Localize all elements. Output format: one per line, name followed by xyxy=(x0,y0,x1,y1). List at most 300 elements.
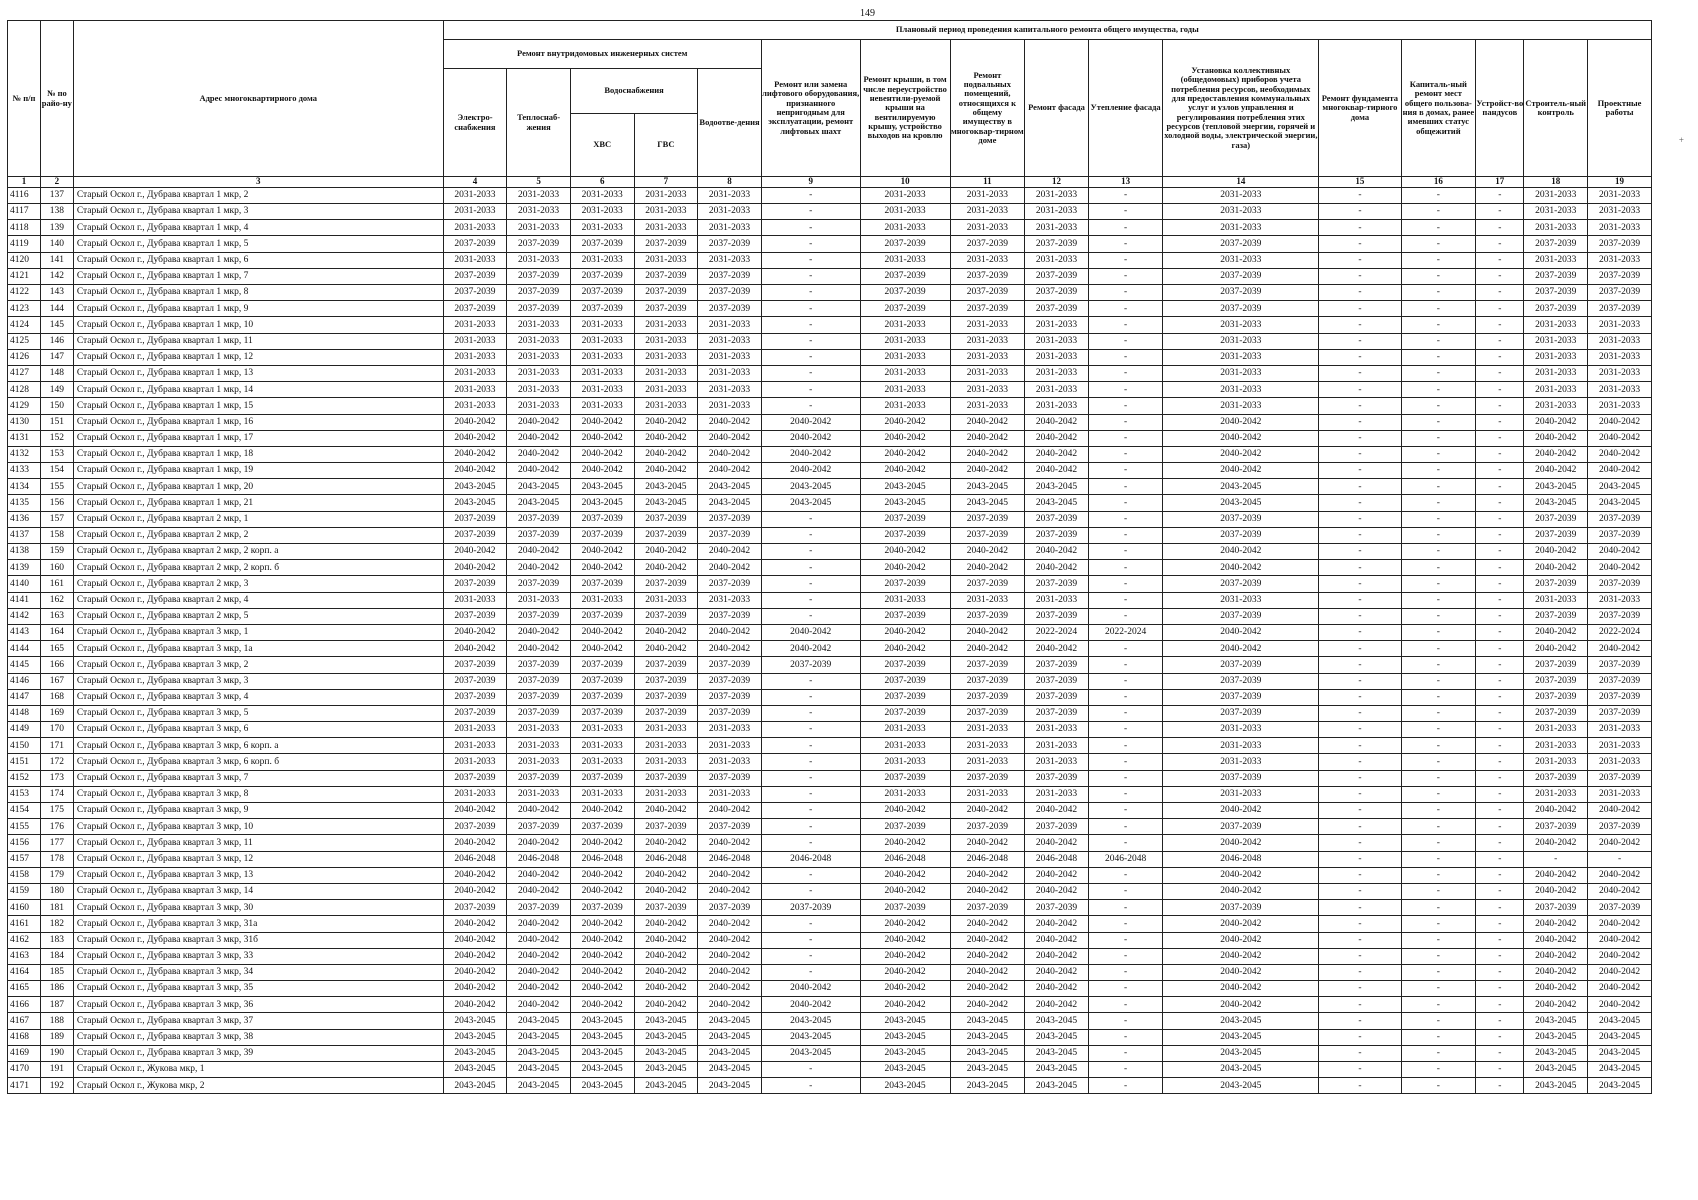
table-cell: - xyxy=(1319,948,1401,964)
table-cell: 2040-2042 xyxy=(1025,463,1089,479)
table-cell: 2040-2042 xyxy=(634,624,698,640)
table-cell: 2031-2033 xyxy=(1524,220,1588,236)
table-cell: 2037-2039 xyxy=(860,301,950,317)
table-row xyxy=(8,932,1652,948)
header-roof: Ремонт крыши, в том числе переустройство невентили-руемой крыши на вентилируемую крышу, устройство выходов на кровлю xyxy=(860,40,950,177)
table-cell: 2040-2042 xyxy=(443,932,507,948)
table-cell: 2043-2045 xyxy=(1524,495,1588,511)
table-cell: 2037-2039 xyxy=(1025,900,1089,916)
table-cell: 2043-2045 xyxy=(761,1029,860,1045)
table-cell: 2043-2045 xyxy=(443,1045,507,1061)
table-cell: - xyxy=(1088,641,1163,657)
header-facade-insulation: Утепление фасада xyxy=(1088,40,1163,177)
table-cell: 2031-2033 xyxy=(1524,592,1588,608)
table-cell: 2031-2033 xyxy=(1163,187,1319,203)
table-cell: 2037-2039 xyxy=(950,770,1025,786)
table-cell: 2040-2042 xyxy=(1025,544,1089,560)
table-cell: 2046-2048 xyxy=(1163,851,1319,867)
table-cell: 2037-2039 xyxy=(443,689,507,705)
table-cell: 2031-2033 xyxy=(634,349,698,365)
table-cell: 2037-2039 xyxy=(634,705,698,721)
table-cell: 2043-2045 xyxy=(950,479,1025,495)
column-number-cell: 5 xyxy=(507,177,571,188)
table-cell: 2043-2045 xyxy=(860,495,950,511)
table-cell: 4127 xyxy=(8,365,41,381)
table-cell: - xyxy=(1319,592,1401,608)
table-cell: - xyxy=(1088,689,1163,705)
table-cell: 2040-2042 xyxy=(1025,867,1089,883)
table-cell: - xyxy=(1088,867,1163,883)
table-cell: - xyxy=(1401,981,1476,997)
table-cell: - xyxy=(1319,527,1401,543)
address-cell: Старый Оскол г., Дубрава квартал 3 мкр, 8 xyxy=(73,786,443,802)
table-cell: 141 xyxy=(40,252,73,268)
table-cell: - xyxy=(761,705,860,721)
column-number-cell: 15 xyxy=(1319,177,1401,188)
table-cell: - xyxy=(1476,301,1524,317)
table-cell: - xyxy=(1088,673,1163,689)
table-cell: 2040-2042 xyxy=(860,430,950,446)
table-cell: - xyxy=(1401,204,1476,220)
table-cell: 2043-2045 xyxy=(570,1029,634,1045)
table-cell: 2040-2042 xyxy=(1524,997,1588,1013)
table-cell: 2043-2045 xyxy=(698,1029,762,1045)
address-cell: Старый Оскол г., Дубрава квартал 1 мкр, 11 xyxy=(73,333,443,349)
table-cell: 2040-2042 xyxy=(761,463,860,479)
table-cell: 2031-2033 xyxy=(950,738,1025,754)
table-cell: - xyxy=(1401,657,1476,673)
table-cell: 2037-2039 xyxy=(570,576,634,592)
table-cell: 2040-2042 xyxy=(443,964,507,980)
table-cell: 2040-2042 xyxy=(1025,803,1089,819)
table-row xyxy=(8,948,1652,964)
table-cell: 2031-2033 xyxy=(507,722,571,738)
table-cell: 4162 xyxy=(8,932,41,948)
table-cell: 2031-2033 xyxy=(698,333,762,349)
table-cell: 2043-2045 xyxy=(761,479,860,495)
table-cell: - xyxy=(1401,689,1476,705)
table-cell: 2037-2039 xyxy=(570,301,634,317)
table-cell: 2040-2042 xyxy=(570,430,634,446)
table-cell: - xyxy=(1319,964,1401,980)
table-cell: 2043-2045 xyxy=(950,1062,1025,1078)
table-cell: - xyxy=(1401,851,1476,867)
header-elevator: Ремонт или замена лифтового оборудования, признанного непригодным для эксплуатации, ремонт лифтовых шахт xyxy=(761,40,860,177)
table-cell: 2031-2033 xyxy=(443,252,507,268)
table-cell: 2043-2045 xyxy=(1524,479,1588,495)
table-cell: - xyxy=(1088,365,1163,381)
table-cell: - xyxy=(1088,997,1163,1013)
table-cell: 2037-2039 xyxy=(860,576,950,592)
table-cell: - xyxy=(761,268,860,284)
table-cell: 2031-2033 xyxy=(443,333,507,349)
table-cell: - xyxy=(1401,317,1476,333)
table-cell: 2040-2042 xyxy=(443,981,507,997)
table-cell: 2043-2045 xyxy=(570,495,634,511)
table-cell: 2037-2039 xyxy=(443,608,507,624)
table-cell: 2037-2039 xyxy=(1588,689,1652,705)
table-cell: 2043-2045 xyxy=(634,1029,698,1045)
table-cell: 2040-2042 xyxy=(1524,446,1588,462)
table-cell: 191 xyxy=(40,1062,73,1078)
table-cell: 154 xyxy=(40,463,73,479)
table-cell: - xyxy=(1088,1029,1163,1045)
table-cell: 4132 xyxy=(8,446,41,462)
table-cell: 2031-2033 xyxy=(1163,738,1319,754)
table-cell: - xyxy=(761,819,860,835)
table-cell: 2040-2042 xyxy=(570,544,634,560)
table-cell: - xyxy=(1476,511,1524,527)
table-cell: 2040-2042 xyxy=(698,835,762,851)
address-cell: Старый Оскол г., Дубрава квартал 3 мкр, 36 xyxy=(73,997,443,1013)
table-cell: - xyxy=(761,301,860,317)
table-cell: - xyxy=(761,1078,860,1094)
table-row xyxy=(8,608,1652,624)
table-cell: 2037-2039 xyxy=(1588,770,1652,786)
table-cell: - xyxy=(761,867,860,883)
table-cell: 2040-2042 xyxy=(698,544,762,560)
table-cell: 2043-2045 xyxy=(570,1013,634,1029)
table-cell: 2037-2039 xyxy=(1163,285,1319,301)
table-cell: 2037-2039 xyxy=(570,705,634,721)
table-cell: 2031-2033 xyxy=(698,317,762,333)
table-cell: 2040-2042 xyxy=(443,948,507,964)
table-cell: 2040-2042 xyxy=(860,916,950,932)
table-row xyxy=(8,738,1652,754)
table-cell: - xyxy=(1476,349,1524,365)
table-cell: - xyxy=(1401,527,1476,543)
table-cell: 2040-2042 xyxy=(1588,964,1652,980)
table-row xyxy=(8,997,1652,1013)
table-cell: 2043-2045 xyxy=(443,1013,507,1029)
address-cell: Старый Оскол г., Дубрава квартал 3 мкр, 4 xyxy=(73,689,443,705)
table-cell: 2031-2033 xyxy=(1163,754,1319,770)
table-cell: 2040-2042 xyxy=(1588,803,1652,819)
table-cell: - xyxy=(761,932,860,948)
table-cell: - xyxy=(1401,835,1476,851)
table-cell: - xyxy=(1319,981,1401,997)
table-cell: 159 xyxy=(40,544,73,560)
table-cell: 2043-2045 xyxy=(1588,1062,1652,1078)
table-cell: 2037-2039 xyxy=(950,657,1025,673)
table-cell: 2040-2042 xyxy=(1163,544,1319,560)
table-cell: - xyxy=(1088,835,1163,851)
table-row xyxy=(8,479,1652,495)
table-cell: 2040-2042 xyxy=(1524,544,1588,560)
table-cell: 2040-2042 xyxy=(570,981,634,997)
table-cell: 2040-2042 xyxy=(1588,544,1652,560)
table-cell: 2043-2045 xyxy=(507,1013,571,1029)
table-cell: 2040-2042 xyxy=(1025,932,1089,948)
table-cell: - xyxy=(761,673,860,689)
table-cell: 2043-2045 xyxy=(1163,1045,1319,1061)
table-cell: - xyxy=(1401,883,1476,899)
table-cell: 2040-2042 xyxy=(1025,948,1089,964)
table-cell: 2037-2039 xyxy=(1163,576,1319,592)
table-cell: 2040-2042 xyxy=(1163,948,1319,964)
table-cell: - xyxy=(1319,1062,1401,1078)
table-cell: 2037-2039 xyxy=(570,819,634,835)
address-cell: Старый Оскол г., Дубрава квартал 3 мкр, 12 xyxy=(73,851,443,867)
table-cell: 2040-2042 xyxy=(860,981,950,997)
table-cell: 2043-2045 xyxy=(443,1062,507,1078)
table-cell: 2040-2042 xyxy=(1588,560,1652,576)
table-cell: 155 xyxy=(40,479,73,495)
table-cell: - xyxy=(1476,722,1524,738)
header-dormitory: Капиталь-ный ремонт мест общего пользова-ния в домах, ранее имевших статус общежитий xyxy=(1401,40,1476,177)
table-cell: 2031-2033 xyxy=(698,382,762,398)
table-cell: 2040-2042 xyxy=(698,641,762,657)
table-cell: - xyxy=(1476,252,1524,268)
table-cell: 2031-2033 xyxy=(1588,317,1652,333)
table-cell: - xyxy=(761,592,860,608)
table-cell: 2031-2033 xyxy=(443,722,507,738)
table-row xyxy=(8,641,1652,657)
table-cell: 2031-2033 xyxy=(1588,722,1652,738)
table-cell: 2037-2039 xyxy=(443,705,507,721)
table-cell: 2037-2039 xyxy=(570,900,634,916)
table-cell: - xyxy=(761,511,860,527)
table-cell: 2031-2033 xyxy=(443,738,507,754)
table-row xyxy=(8,285,1652,301)
table-cell: 2031-2033 xyxy=(1025,349,1089,365)
table-cell: 2031-2033 xyxy=(1588,187,1652,203)
table-row xyxy=(8,673,1652,689)
table-cell: - xyxy=(761,560,860,576)
table-cell: - xyxy=(1401,576,1476,592)
table-cell: 2031-2033 xyxy=(634,252,698,268)
table-cell: - xyxy=(1476,608,1524,624)
table-cell: 2031-2033 xyxy=(950,365,1025,381)
table-cell: 2040-2042 xyxy=(443,641,507,657)
table-cell: 2043-2045 xyxy=(570,1078,634,1094)
table-cell: 2031-2033 xyxy=(507,592,571,608)
table-cell: 2040-2042 xyxy=(1524,641,1588,657)
table-cell: 2040-2042 xyxy=(634,916,698,932)
table-cell: 2031-2033 xyxy=(1588,220,1652,236)
table-cell: 150 xyxy=(40,398,73,414)
table-cell: 2043-2045 xyxy=(634,1078,698,1094)
table-cell: 177 xyxy=(40,835,73,851)
table-cell: - xyxy=(1401,349,1476,365)
table-cell: 2040-2042 xyxy=(1163,916,1319,932)
table-cell: 4165 xyxy=(8,981,41,997)
address-cell: Старый Оскол г., Дубрава квартал 3 мкр, 39 xyxy=(73,1045,443,1061)
table-cell: 2040-2042 xyxy=(634,997,698,1013)
address-cell: Старый Оскол г., Дубрава квартал 1 мкр, 16 xyxy=(73,414,443,430)
table-cell: 2040-2042 xyxy=(1588,463,1652,479)
table-cell: 2040-2042 xyxy=(443,916,507,932)
table-cell: 2031-2033 xyxy=(1588,333,1652,349)
table-cell: 2040-2042 xyxy=(1588,641,1652,657)
table-cell: 2043-2045 xyxy=(507,1062,571,1078)
table-cell: 186 xyxy=(40,981,73,997)
table-cell: 2043-2045 xyxy=(634,479,698,495)
table-cell: 4135 xyxy=(8,495,41,511)
table-cell: - xyxy=(1319,754,1401,770)
table-cell: - xyxy=(761,948,860,964)
table-cell: 2037-2039 xyxy=(698,285,762,301)
address-cell: Старый Оскол г., Дубрава квартал 3 мкр, 37 xyxy=(73,1013,443,1029)
table-cell: 2040-2042 xyxy=(507,803,571,819)
table-cell: 2037-2039 xyxy=(443,819,507,835)
table-cell: - xyxy=(1401,382,1476,398)
table-cell: 2031-2033 xyxy=(443,204,507,220)
table-cell: 2031-2033 xyxy=(1163,333,1319,349)
table-row xyxy=(8,592,1652,608)
table-cell: 2031-2033 xyxy=(698,398,762,414)
table-cell: 4122 xyxy=(8,285,41,301)
table-cell: 2031-2033 xyxy=(570,722,634,738)
table-cell: - xyxy=(761,333,860,349)
table-cell: 2040-2042 xyxy=(698,916,762,932)
table-cell: - xyxy=(1088,382,1163,398)
table-cell: 2043-2045 xyxy=(860,1062,950,1078)
address-cell: Старый Оскол г., Дубрава квартал 1 мкр, 19 xyxy=(73,463,443,479)
table-cell: - xyxy=(1319,398,1401,414)
table-cell: 2031-2033 xyxy=(950,349,1025,365)
column-number-cell: 12 xyxy=(1025,177,1089,188)
table-cell: 2037-2039 xyxy=(860,608,950,624)
table-cell: 2031-2033 xyxy=(634,220,698,236)
table-cell: 2043-2045 xyxy=(1163,1013,1319,1029)
table-cell: 2037-2039 xyxy=(1588,576,1652,592)
table-cell: 2037-2039 xyxy=(1588,608,1652,624)
table-cell: 2040-2042 xyxy=(1588,883,1652,899)
table-cell: 2040-2042 xyxy=(1524,430,1588,446)
table-cell: - xyxy=(1476,867,1524,883)
table-cell: 2037-2039 xyxy=(634,657,698,673)
table-cell: - xyxy=(1401,754,1476,770)
table-cell: 2037-2039 xyxy=(698,705,762,721)
table-cell: 2040-2042 xyxy=(570,867,634,883)
table-cell: 2040-2042 xyxy=(1524,948,1588,964)
table-cell: 4131 xyxy=(8,430,41,446)
table-cell: 175 xyxy=(40,803,73,819)
table-cell: 2037-2039 xyxy=(443,236,507,252)
table-row xyxy=(8,204,1652,220)
table-cell: 2031-2033 xyxy=(698,204,762,220)
table-cell: 2043-2045 xyxy=(1588,1045,1652,1061)
table-cell: 2043-2045 xyxy=(443,479,507,495)
table-cell: 2031-2033 xyxy=(1025,738,1089,754)
table-row xyxy=(8,1062,1652,1078)
table-cell: 2040-2042 xyxy=(507,560,571,576)
table-cell: - xyxy=(1088,511,1163,527)
table-cell: 2040-2042 xyxy=(443,414,507,430)
table-cell: 2031-2033 xyxy=(1163,365,1319,381)
table-cell: 2031-2033 xyxy=(1163,220,1319,236)
table-cell: 2043-2045 xyxy=(1025,1013,1089,1029)
table-cell: 2031-2033 xyxy=(698,786,762,802)
table-cell: - xyxy=(1088,236,1163,252)
table-cell: 2031-2033 xyxy=(860,786,950,802)
table-cell: 2037-2039 xyxy=(1025,301,1089,317)
table-cell: 2043-2045 xyxy=(507,479,571,495)
table-cell: - xyxy=(1319,382,1401,398)
table-row xyxy=(8,624,1652,640)
table-cell: 4139 xyxy=(8,560,41,576)
table-cell: 2037-2039 xyxy=(698,576,762,592)
address-cell: Старый Оскол г., Дубрава квартал 3 мкр, 1 xyxy=(73,624,443,640)
table-cell: 2040-2042 xyxy=(1163,997,1319,1013)
table-cell: - xyxy=(1524,851,1588,867)
table-cell: - xyxy=(1319,495,1401,511)
table-cell: 2031-2033 xyxy=(1524,365,1588,381)
table-cell: 2031-2033 xyxy=(698,220,762,236)
address-cell: Старый Оскол г., Дубрава квартал 3 мкр, 38 xyxy=(73,1029,443,1045)
table-cell: 2037-2039 xyxy=(507,657,571,673)
table-cell: 2043-2045 xyxy=(1025,1078,1089,1094)
table-row xyxy=(8,689,1652,705)
table-row xyxy=(8,981,1652,997)
table-cell: 2037-2039 xyxy=(1524,705,1588,721)
table-cell: 2040-2042 xyxy=(634,932,698,948)
table-cell: 4166 xyxy=(8,997,41,1013)
table-row xyxy=(8,722,1652,738)
table-cell: 149 xyxy=(40,382,73,398)
table-cell: - xyxy=(1401,1045,1476,1061)
table-cell: 2037-2039 xyxy=(1588,527,1652,543)
table-cell: 2037-2039 xyxy=(1025,819,1089,835)
table-cell: - xyxy=(1401,268,1476,284)
table-cell: - xyxy=(1319,819,1401,835)
table-cell: 2037-2039 xyxy=(860,770,950,786)
header-facade: Ремонт фасада xyxy=(1025,40,1089,177)
table-cell: 183 xyxy=(40,932,73,948)
table-cell: - xyxy=(761,754,860,770)
table-cell: - xyxy=(761,964,860,980)
table-cell: - xyxy=(1088,187,1163,203)
table-cell: 2040-2042 xyxy=(443,883,507,899)
table-cell: 2043-2045 xyxy=(950,1029,1025,1045)
table-cell: 2040-2042 xyxy=(698,430,762,446)
table-cell: - xyxy=(1319,544,1401,560)
table-cell: 2031-2033 xyxy=(1588,786,1652,802)
table-cell: 2043-2045 xyxy=(860,479,950,495)
table-row xyxy=(8,495,1652,511)
table-cell: 2040-2042 xyxy=(950,948,1025,964)
address-cell: Старый Оскол г., Дубрава квартал 1 мкр, 6 xyxy=(73,252,443,268)
table-cell: 2040-2042 xyxy=(1588,446,1652,462)
table-row xyxy=(8,1013,1652,1029)
table-cell: 2043-2045 xyxy=(761,1045,860,1061)
table-cell: 2040-2042 xyxy=(443,803,507,819)
table-cell: 2040-2042 xyxy=(1588,981,1652,997)
table-cell: 2031-2033 xyxy=(950,317,1025,333)
column-number-cell: 1 xyxy=(8,177,41,188)
table-cell: 2037-2039 xyxy=(1588,819,1652,835)
table-cell: - xyxy=(1088,932,1163,948)
table-body xyxy=(8,187,1652,1094)
table-cell: 2031-2033 xyxy=(860,365,950,381)
table-cell: 2031-2033 xyxy=(1588,204,1652,220)
table-cell: 2031-2033 xyxy=(570,317,634,333)
table-cell: 2040-2042 xyxy=(698,414,762,430)
table-cell: 2031-2033 xyxy=(950,398,1025,414)
table-cell: 4170 xyxy=(8,1062,41,1078)
table-cell: 2031-2033 xyxy=(1163,592,1319,608)
table-cell: 2031-2033 xyxy=(1025,592,1089,608)
table-cell: 2037-2039 xyxy=(1524,527,1588,543)
table-cell: - xyxy=(1319,414,1401,430)
table-row xyxy=(8,187,1652,203)
table-cell: 2040-2042 xyxy=(1163,414,1319,430)
table-cell: 4133 xyxy=(8,463,41,479)
table-cell: 169 xyxy=(40,705,73,721)
table-cell: - xyxy=(1088,1078,1163,1094)
table-cell: 2040-2042 xyxy=(570,446,634,462)
